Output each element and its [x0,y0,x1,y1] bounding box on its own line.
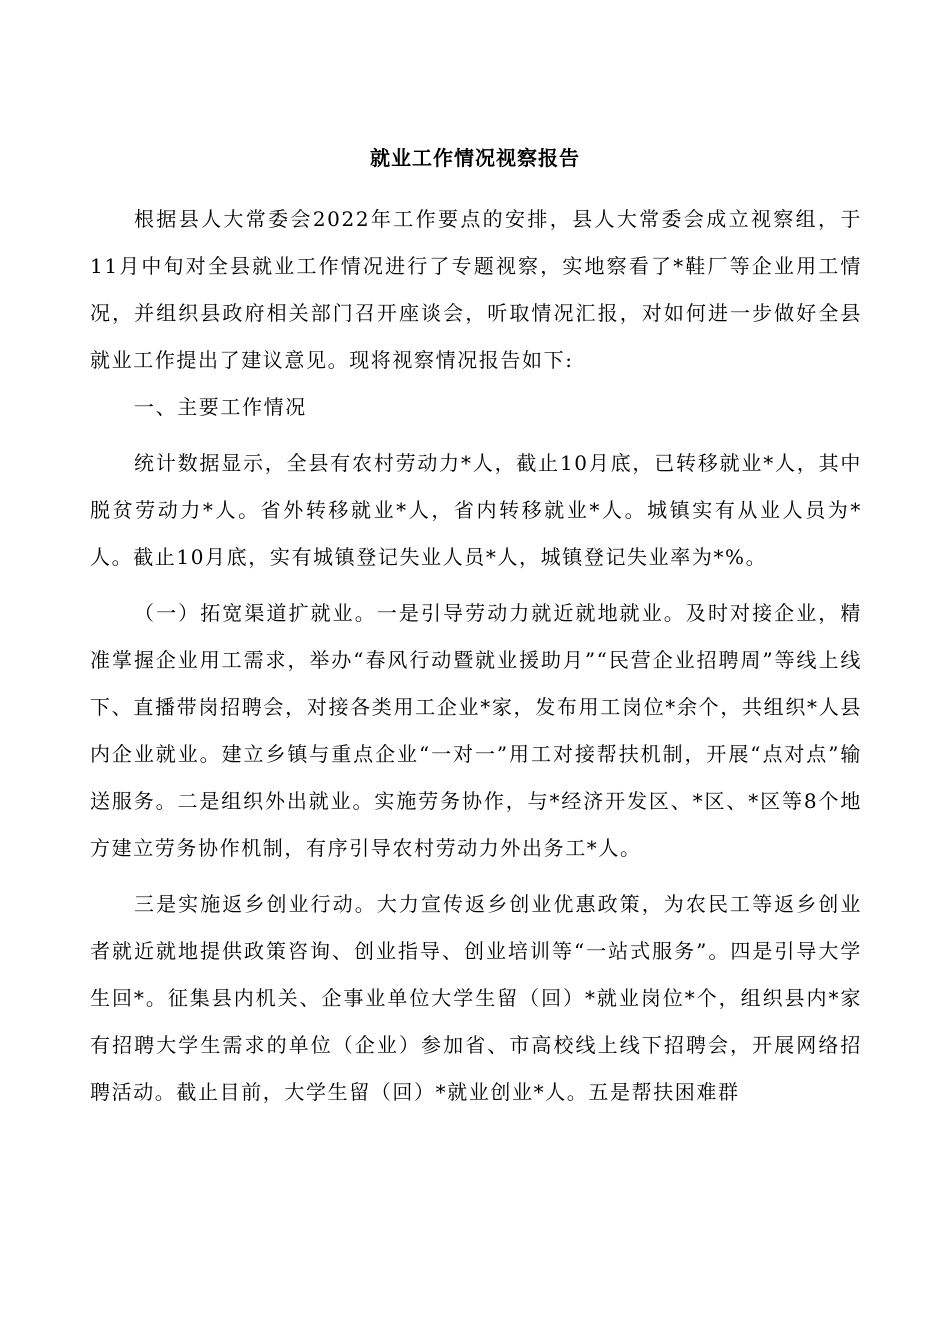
paragraph-expand-employment: （一）拓宽渠道扩就业。一是引导劳动力就近就地就业。及时对接企业，精准掌握企业用工需求，举办“春风行动暨就业援助月”“民营企业招聘周”等线上线下、直播带岗招聘会，对接各类用工企业*家，发布用工岗位*余个，共组织*人县内企业就业。建立乡镇与重点企业“一对一”用工对接帮扶机制，开展“点对点”输送服务。二是组织外出就业。实施劳务协作，与*经济开发区、*区、*区等8个地方建立劳务协作机制，有序引导农村劳动力外出务工*人。 [90,601,862,860]
paragraph-intro: 根据县人大常委会2022年工作要点的安排，县人大常委会成立视察组，于11月中旬对全县就业工作情况进行了专题视察，实地察看了*鞋厂等企业用工情况，并组织县政府相关部门召开座谈会，听取情况汇报，对如何进一步做好全县就业工作提出了建议意见。现将视察情况报告如下: [90,207,862,372]
document-body [90,196,862,1116]
document-title: 就业工作情况视察报告 [370,146,580,170]
paragraph-return-entrepreneurship: 三是实施返乡创业行动。大力宣传返乡创业优惠政策，为农民工等返乡创业者就近就地提供政策咨询、创业指导、创业培训等“一站式服务”。四是引导大学生回*。征集县内机关、企事业单位大学生留（回）*就业岗位*个，组织县内*家有招聘大学生需求的单位（企业）参加省、市高校线上线下招聘会，开展网络招聘活动。截止目前，大学生留（回）*就业创业*人。五是帮扶困难群 [90,892,862,1104]
paragraph-statistics: 统计数据显示，全县有农村劳动力*人，截止10月底，已转移就业*人，其中脱贫劳动力*人。省外转移就业*人，省内转移就业*人。城镇实有从业人员为*人。截止10月底，实有城镇登记失业人员*人，城镇登记失业率为*%。 [90,451,862,569]
section-heading-main-work: 一、主要工作情况 [134,395,307,419]
